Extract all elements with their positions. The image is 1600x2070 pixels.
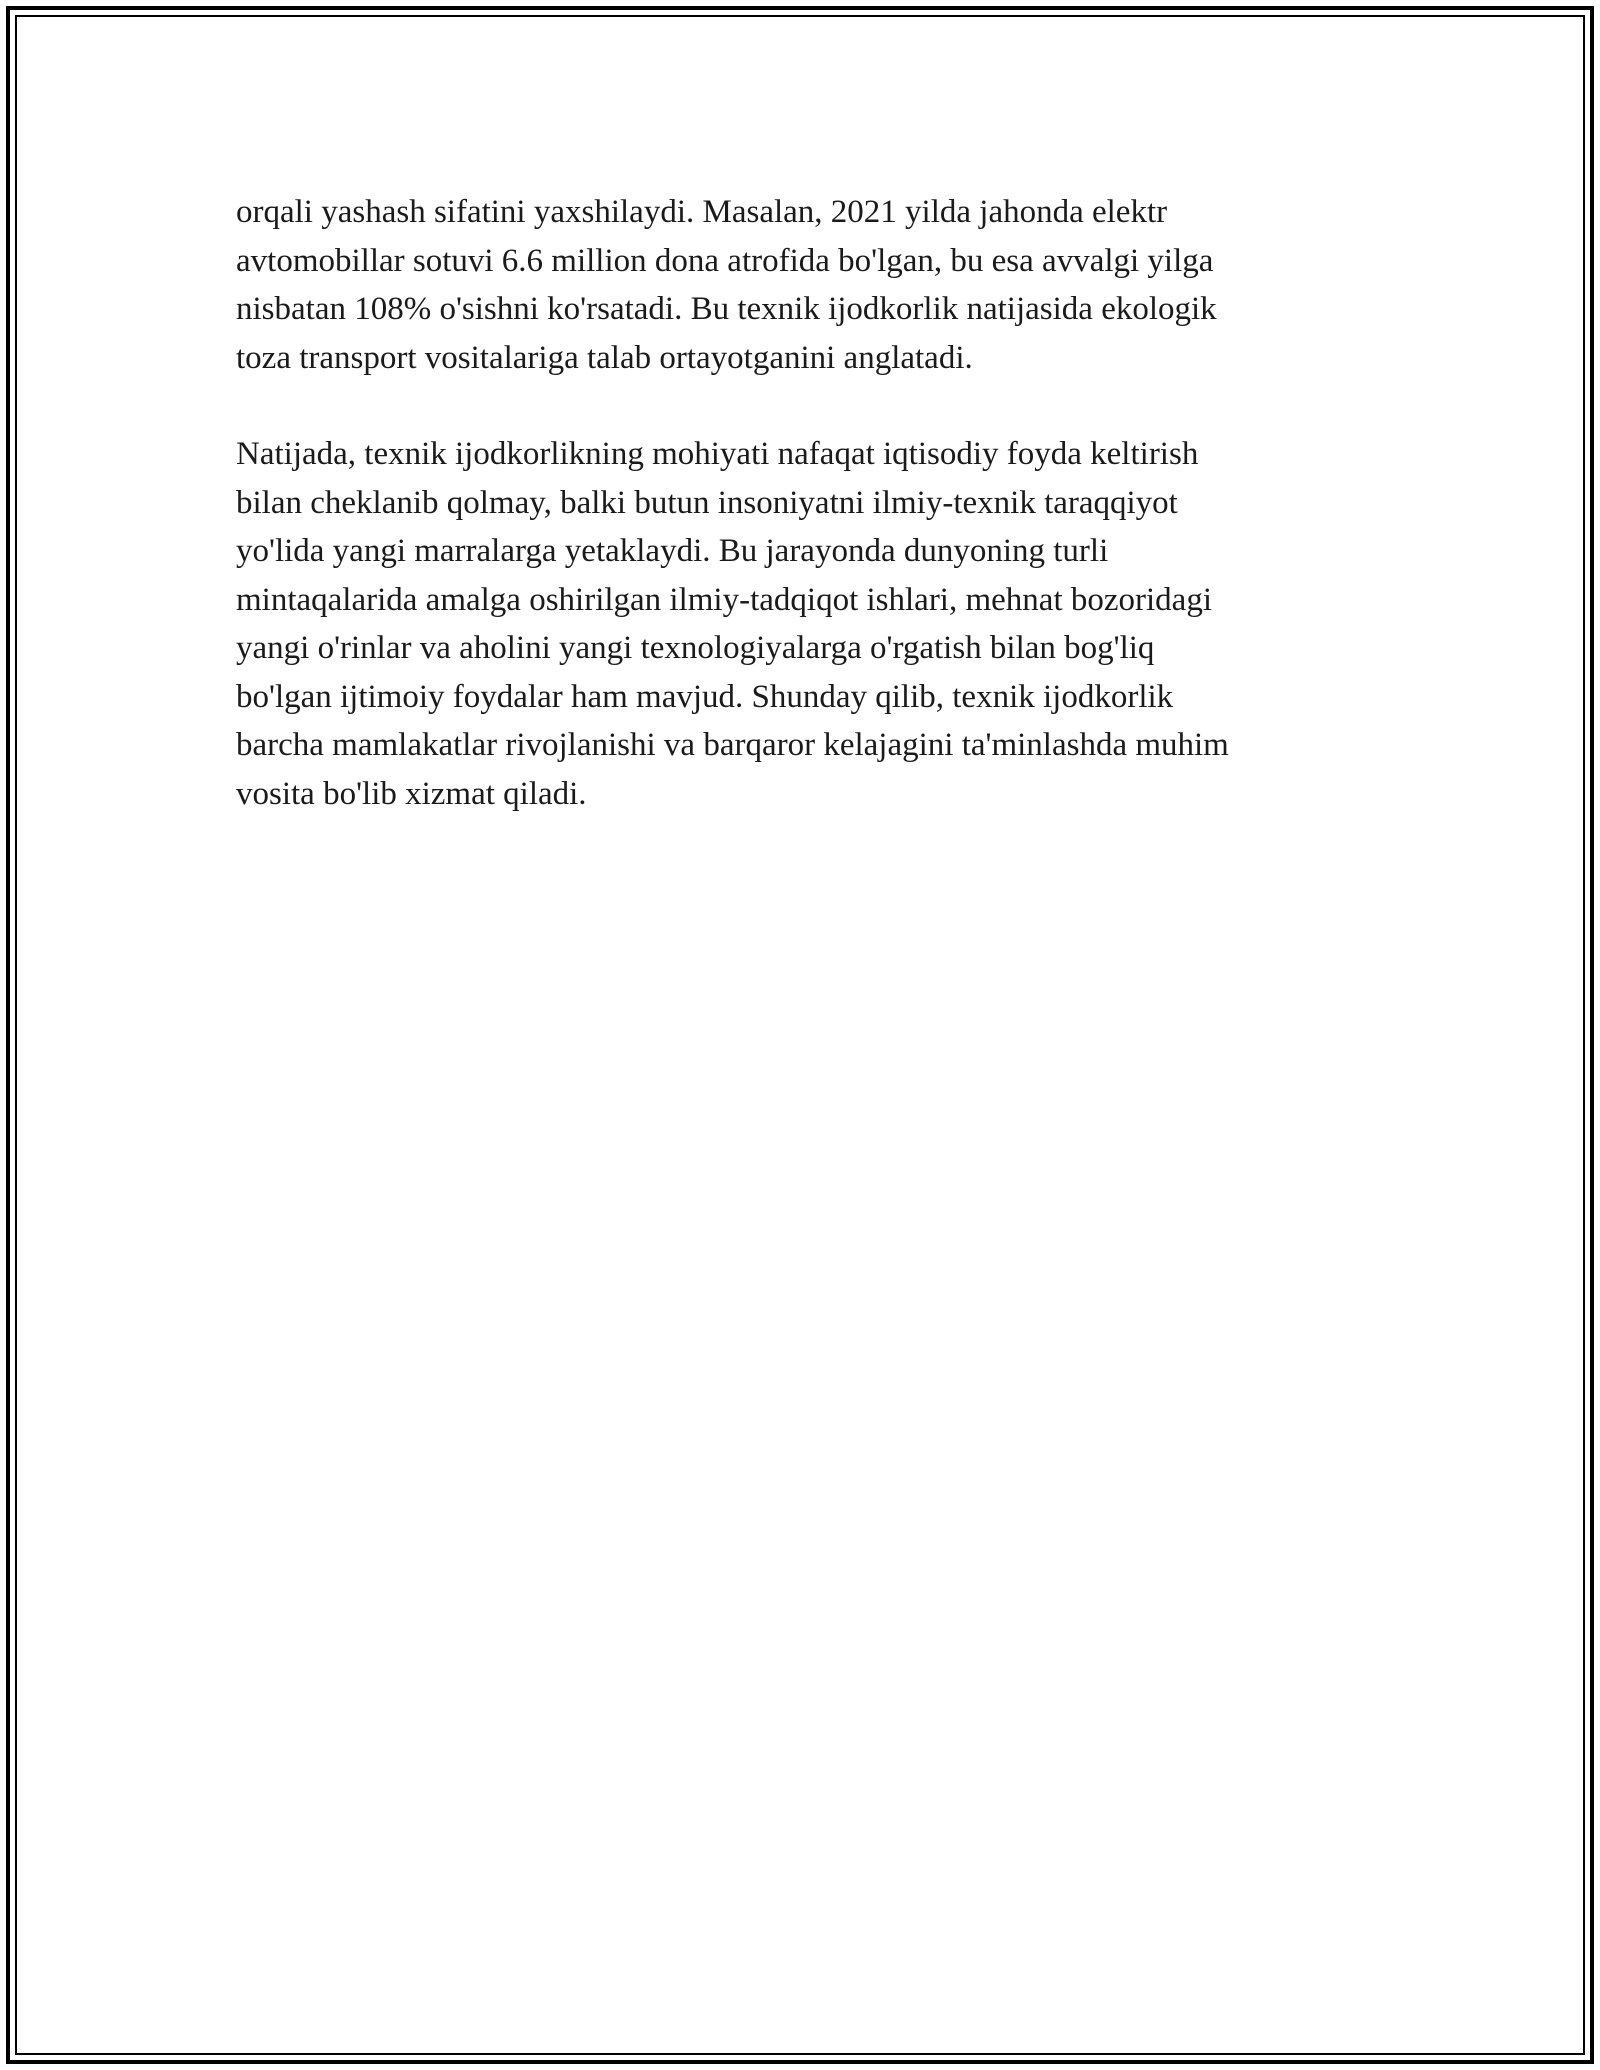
paragraph: Natijada, texnik ijodkorlikning mohiyati nafaqat iqtisodiy foyda keltirish bilan cheklanib qolmay, balki butun insoniyatni ilmiy-texnik taraqqiyot yo'lida yangi marralarga yetaklaydi. Bu jarayonda dunyoning turli mintaqalarida amalga oshirilgan ilmiy-tadqiqot ishlari, mehnat bozoridagi yangi o'rinlar va aholini yangi texnologiyalarga o'rgatish bilan bog'liq bo'lgan ijtimoiy foydalar ham mavjud. Shunday qilib, texnik ijodkorlik barcha mamlakatlar rivojlanishi va barqaror kelajagini ta'minlashda muhim vosita bo'lib xizmat qiladi.	[236, 436, 1229, 812]
document-body	[236, 188, 1366, 818]
paragraph: orqali yashash sifatini yaxshilaydi. Masalan, 2021 yilda jahonda elektr avtomobillar sotuvi 6.6 million dona atrofida bo'lgan, bu esa avvalgi yilga nisbatan 108% o'sishni ko'rsatadi. Bu texnik ijodkorlik natijasida ekologik toza transport vositalariga talab ortayotganini anglatadi.	[236, 194, 1217, 376]
